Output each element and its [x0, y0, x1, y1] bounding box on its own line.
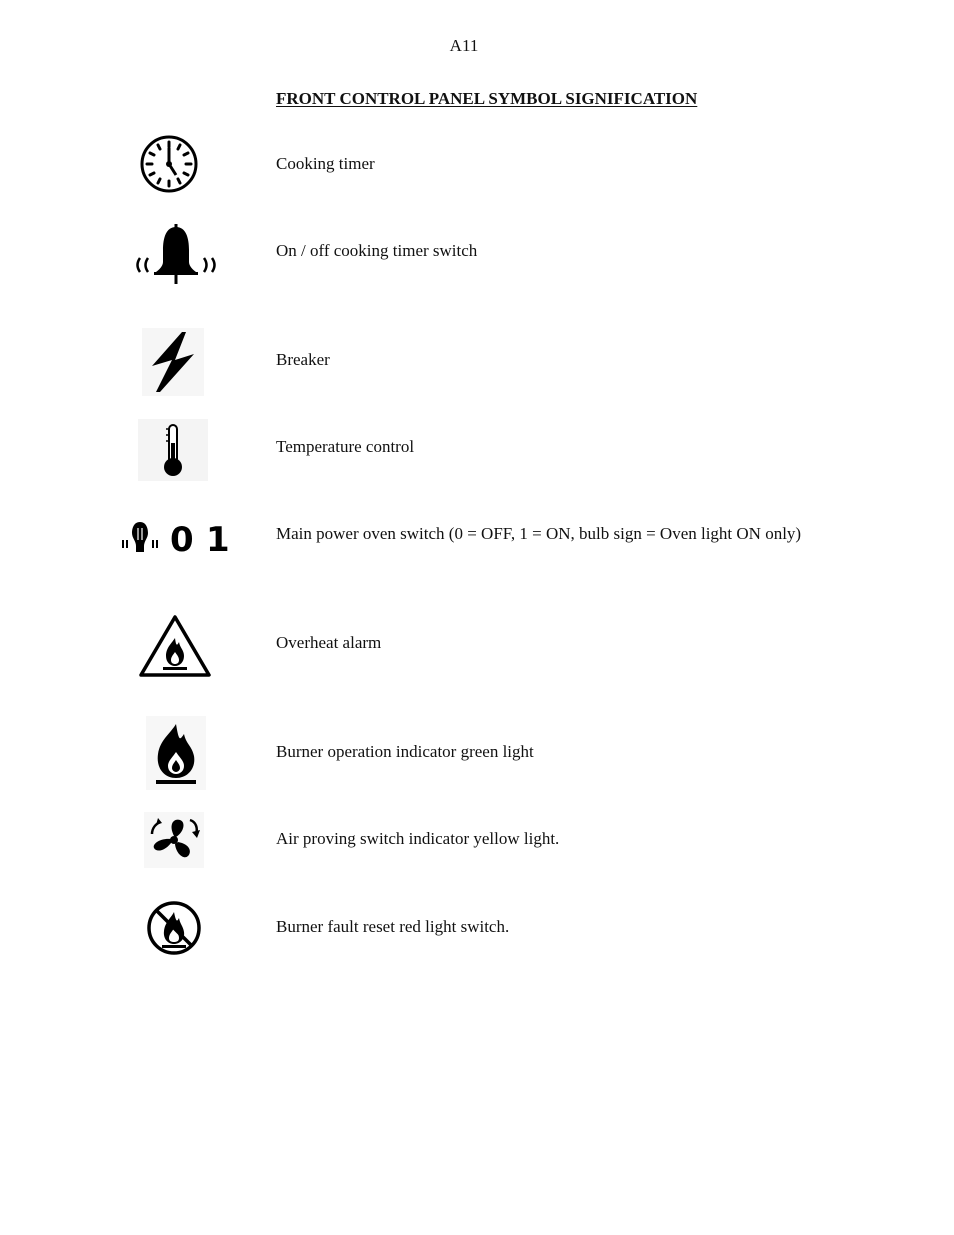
flame-warning-triangle-icon	[138, 614, 212, 678]
symbol-label: Main power oven switch (0 = OFF, 1 = ON, bulb sign = Oven light ON only)	[276, 524, 802, 543]
symbol-label: Overheat alarm	[276, 633, 382, 652]
bell-icon	[130, 222, 222, 288]
flame-icon	[146, 716, 206, 790]
page-title: FRONT CONTROL PANEL SYMBOL SIGNIFICATION	[276, 89, 698, 108]
symbol-label: Burner operation indicator green light	[276, 742, 534, 761]
thermometer-icon	[138, 419, 208, 481]
lightning-bolt-icon	[142, 328, 204, 396]
symbol-label: Breaker	[276, 350, 330, 369]
symbol-label: Cooking timer	[276, 154, 375, 173]
light-bulb-0-1-switch-icon	[120, 514, 230, 556]
switch-position-zero: 0	[170, 520, 194, 556]
clock-icon	[138, 133, 200, 195]
symbol-label: Air proving switch indicator yellow light.	[276, 829, 560, 848]
flame-prohibited-icon	[144, 898, 204, 958]
switch-position-one: 1	[206, 520, 230, 556]
symbol-label: Temperature control	[276, 437, 415, 456]
symbol-label: Burner fault reset red light switch.	[276, 917, 510, 936]
page-number: A11	[449, 36, 479, 55]
symbol-label: On / off cooking timer switch	[276, 241, 478, 260]
fan-icon	[144, 812, 204, 868]
